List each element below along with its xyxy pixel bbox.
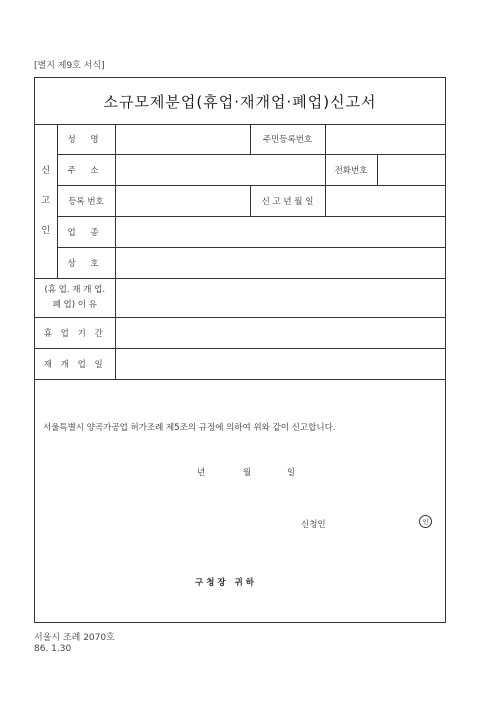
addressee: 구청장 귀하 — [195, 578, 258, 588]
address-field[interactable] — [115, 155, 325, 186]
report-form — [34, 77, 446, 623]
row-trade-name — [35, 248, 445, 279]
row-closure-period — [35, 318, 445, 349]
reason-label-line-1: (휴 업. 재 개 업. — [44, 285, 106, 295]
reporter-label-char-1: 신 — [41, 166, 51, 176]
registration-no-field[interactable] — [115, 186, 250, 217]
seal-mark: 인 — [419, 515, 432, 528]
reporter-label-char-3: 인 — [41, 226, 51, 236]
trade-name-field[interactable] — [115, 248, 445, 279]
business-type-field[interactable] — [115, 217, 445, 248]
business-type-label: 업 종 — [57, 217, 115, 248]
footer-date: 86. 1.30 — [34, 644, 72, 654]
name-label: 성 명 — [57, 124, 115, 155]
row-registration — [35, 186, 445, 217]
row-reason — [35, 279, 445, 318]
registration-no-label: 등록 번호 — [57, 186, 115, 217]
name-field[interactable] — [115, 124, 250, 155]
reopen-date-label: 재 개 업 일 — [35, 349, 115, 380]
form-number-label: [별지 제9호 서식] — [34, 61, 105, 71]
closure-period-field[interactable] — [115, 318, 445, 349]
resident-id-field[interactable] — [325, 124, 445, 155]
form-table — [35, 124, 445, 380]
row-name — [35, 124, 445, 155]
footer-ordinance: 서울시 조례 2070호 — [34, 633, 115, 643]
reason-label — [35, 279, 115, 318]
reporter-label — [35, 124, 57, 279]
reopen-date-field[interactable] — [115, 349, 445, 380]
declaration-statement: 서울특별시 양곡가공업 허가조례 제5조의 규정에 의하여 위와 같이 신고합니다. — [43, 423, 336, 433]
address-label: 주 소 — [57, 155, 115, 186]
report-date-label: 신 고 년 월 일 — [250, 186, 325, 217]
date-month: 월 — [243, 468, 252, 478]
resident-id-label: 주민등록번호 — [250, 124, 325, 155]
row-address — [35, 155, 445, 186]
report-date-field[interactable] — [325, 186, 445, 217]
reason-label-line-2: 폐 업) 이 유 — [52, 300, 97, 310]
phone-label: 전화번호 — [325, 155, 377, 186]
reason-field[interactable] — [115, 279, 445, 318]
reporter-label-char-2: 고 — [41, 196, 51, 206]
row-reopen-date — [35, 349, 445, 380]
date-year: 년 — [197, 468, 206, 478]
form-title: 소규모제분업(휴업·재개업·폐업)신고서 — [35, 78, 445, 125]
phone-field[interactable] — [377, 155, 445, 186]
row-business-type — [35, 217, 445, 248]
closure-period-label: 휴 업 기 간 — [35, 318, 115, 349]
date-day: 일 — [287, 468, 296, 478]
trade-name-label: 상 호 — [57, 248, 115, 279]
applicant-label: 신청인 — [301, 520, 326, 530]
